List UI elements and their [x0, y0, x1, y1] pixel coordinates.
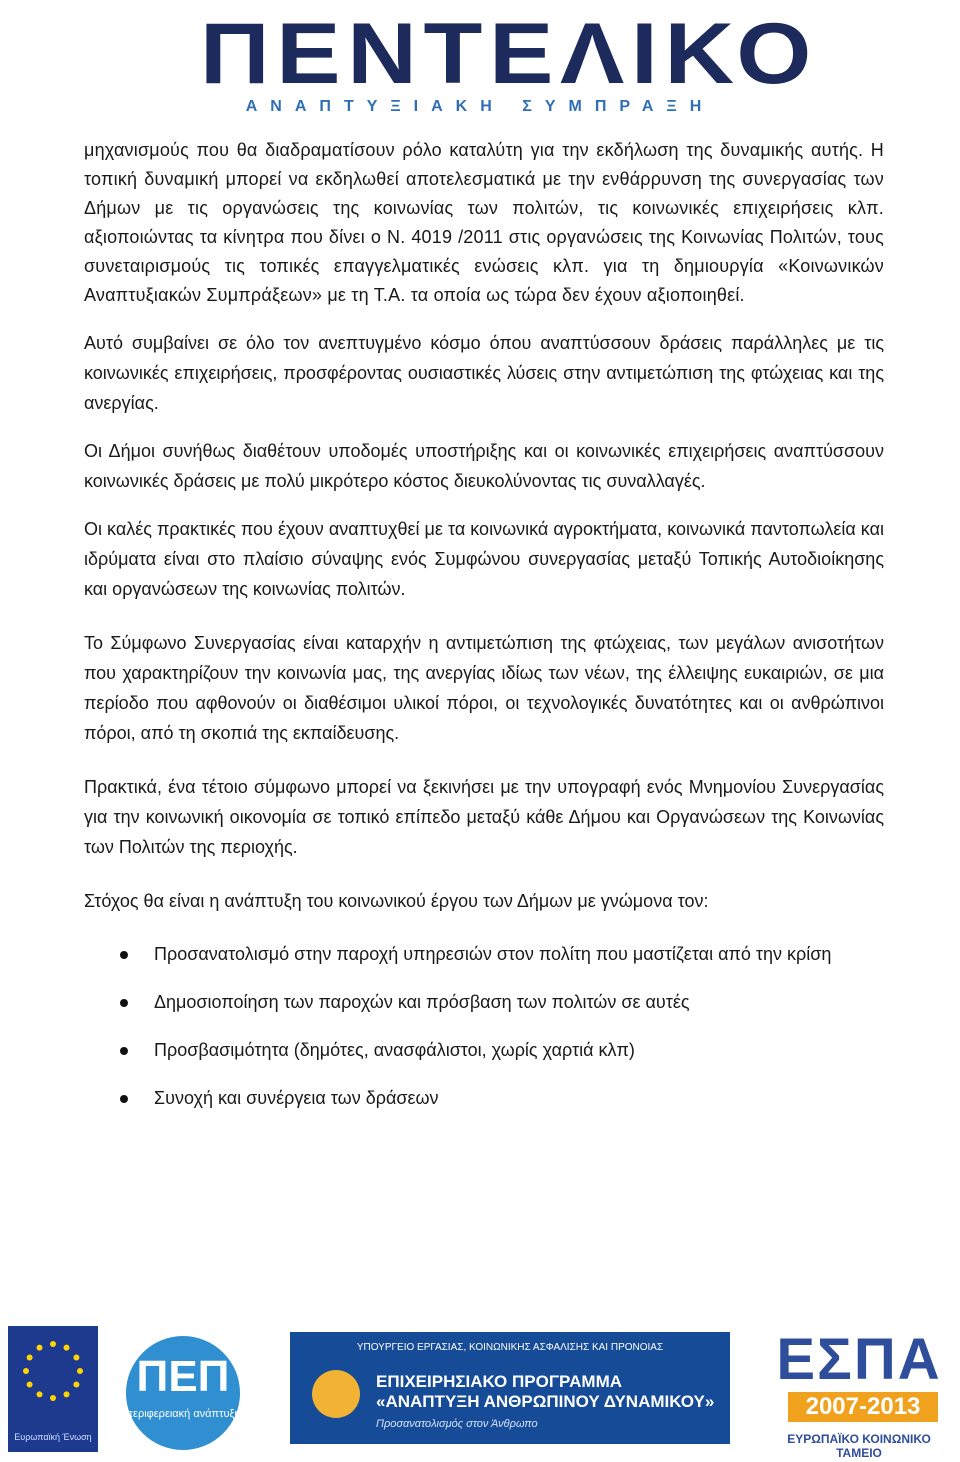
logo-title: ΠΕΝΤΕΛΙΚΟ — [200, 6, 818, 102]
logo-subtitle: ΑΝΑΠΤΥΞΙΑΚΗ ΣΥΜΠΡΑΞΗ — [245, 98, 715, 115]
bullet-icon — [120, 951, 128, 959]
ministry-emblem-icon — [312, 1370, 360, 1418]
document-body — [84, 136, 884, 1132]
bullet-icon — [120, 1047, 128, 1055]
eu-label: Ευρωπαϊκή Ένωση — [14, 1432, 92, 1442]
paragraph-6: Πρακτικά, ένα τέτοιο σύμφωνο μπορεί να ξεκινήσει με την υπογραφή ενός Μνημονίου Συνεργασίας για την κοινωνική οικονομία σε τοπικό επίπεδο μεταξύ κάθε Δήμου και Οργανώσεων της Κοινωνίας των Πολιτών της περιοχής. — [84, 777, 884, 857]
paragraph-7: Στόχος θα είναι η ανάπτυξη του κοινωνικού έργου των Δήμων με γνώμονα τον: — [84, 891, 709, 911]
espa-fund: ΕΥΡΩΠΑΪΚΟ ΚΟΙΝΩΝΙΚΟ ΤΑΜΕΙΟ — [787, 1432, 931, 1460]
list-item-text: Προσβασιμότητα (δημότες, ανασφάλιστοι, χωρίς χαρτιά κλπ) — [154, 1040, 635, 1060]
pep-title: ΠΕΠ — [136, 1352, 230, 1401]
goals-list — [84, 940, 884, 1113]
pep-logo — [120, 1330, 250, 1456]
paragraph-1: μηχανισμούς που θα διαδραματίσουν ρόλο καταλύτη για την εκδήλωση της δυναμικής αυτής. Η τοπική δυναμική μπορεί να εκδηλωθεί αποτελεσματικά με την ενθάρρυνση της συνεργασίας των Δήμων με τις οργανώσεις της κοινωνίας των πολιτών, τις κοινωνικές επιχειρήσεις κλπ. αξιοποιώντας τα κίνητρα που δίνει ο Ν. 4019 /2011 στις οργανώσεις της Κοινωνίας Πολιτών, τους συνεταιρισμούς τις τοπικές επαγγελματικές ενώσεις κλπ. για τη δημιουργία «Κοινωνικών Αναπτυξιακών Συμπράξεων» με τη Τ.Α. τα οποία ως τώρα δεν έχουν αξιοποιηθεί. — [84, 140, 884, 305]
espa-title: ΕΣΠΑ — [776, 1327, 942, 1392]
list-item-text: Συνοχή και συνέργεια των δράσεων — [154, 1088, 439, 1108]
bullet-icon — [120, 999, 128, 1007]
espa-years: 2007-2013 — [788, 1392, 938, 1422]
espa-logo — [764, 1326, 954, 1460]
ministry-program-title: ΕΠΙΧΕΙΡΗΣΙΑΚΟ ΠΡΟΓΡΑΜΜΑ «ΑΝΑΠΤΥΞΗ ΑΝΘΡΩΠΙΝΟΥ ΔΥΝΑΜΙΚΟΥ» — [376, 1372, 715, 1411]
header-logo — [200, 6, 818, 115]
list-item-text: Προσανατολισμό στην παροχή υπηρεσιών στον πολίτη που μαστίζεται από την κρίση — [154, 944, 832, 964]
paragraph-4: Οι καλές πρακτικές που έχουν αναπτυχθεί με τα κοινωνικά αγροκτήματα, κοινωνικά παντοπωλεία και ιδρύματα είναι στο πλαίσιο σύναψης ενός Συμφώνου συνεργασίας μεταξύ Τοπικής Αυτοδιοίκησης και οργανώσεων της κοινωνίας πολιτών. — [84, 519, 884, 599]
list-item — [84, 1036, 884, 1065]
paragraph-2: Αυτό συμβαίνει σε όλο τον ανεπτυγμένο κόσμο όπου αναπτύσσουν δράσεις παράλληλες με τις κοινωνικές επιχειρήσεις, προσφέροντας ουσιαστικές λύσεις στην αντιμετώπιση της φτώχειας και της ανεργίας. — [84, 333, 884, 413]
list-item — [84, 988, 884, 1017]
bullet-icon — [120, 1095, 128, 1103]
pep-subtitle: περιφερειακή ανάπτυξη — [125, 1408, 241, 1420]
list-item — [84, 1084, 884, 1113]
ministry-name: ΥΠΟΥΡΓΕΙΟ ΕΡΓΑΣΙΑΣ, ΚΟΙΝΩΝΙΚΗΣ ΑΣΦΑΛΙΣΗΣ ΚΑΙ ΠΡΟΝΟΙΑΣ — [356, 1342, 664, 1353]
eu-flag-logo — [8, 1326, 98, 1452]
ministry-logo — [290, 1332, 730, 1444]
list-item — [84, 940, 884, 969]
ministry-slogan: Προσανατολισμός στον Άνθρωπο — [376, 1418, 538, 1430]
paragraph-5: Το Σύμφωνο Συνεργασίας είναι καταρχήν η αντιμετώπιση της φτώχειας, των μεγάλων ανισοτήτων που χαρακτηρίζουν την κοινωνία μας, της ανεργίας ιδίως των νέων, της έλλειψης ευκαιριών, σε μια περίοδο που αφθονούν οι διαθέσιμοι υλικοί πόροι, οι τεχνολογικές δυνατότητες και οι ανθρώπινοι πόροι, από τη σκοπιά της εκπαίδευσης. — [84, 633, 884, 743]
eu-stars-icon — [18, 1336, 88, 1406]
paragraph-3: Οι Δήμοι συνήθως διαθέτουν υποδομές υποστήριξης και οι κοινωνικές επιχειρήσεις αναπτύσσουν κοινωνικές δράσεις με πολύ μικρότερο κόστος διευκολύνοντας τις συναλλαγές. — [84, 441, 884, 491]
footer-logos — [0, 1322, 960, 1462]
list-item-text: Δημοσιοποίηση των παροχών και πρόσβαση των πολιτών σε αυτές — [154, 992, 690, 1012]
